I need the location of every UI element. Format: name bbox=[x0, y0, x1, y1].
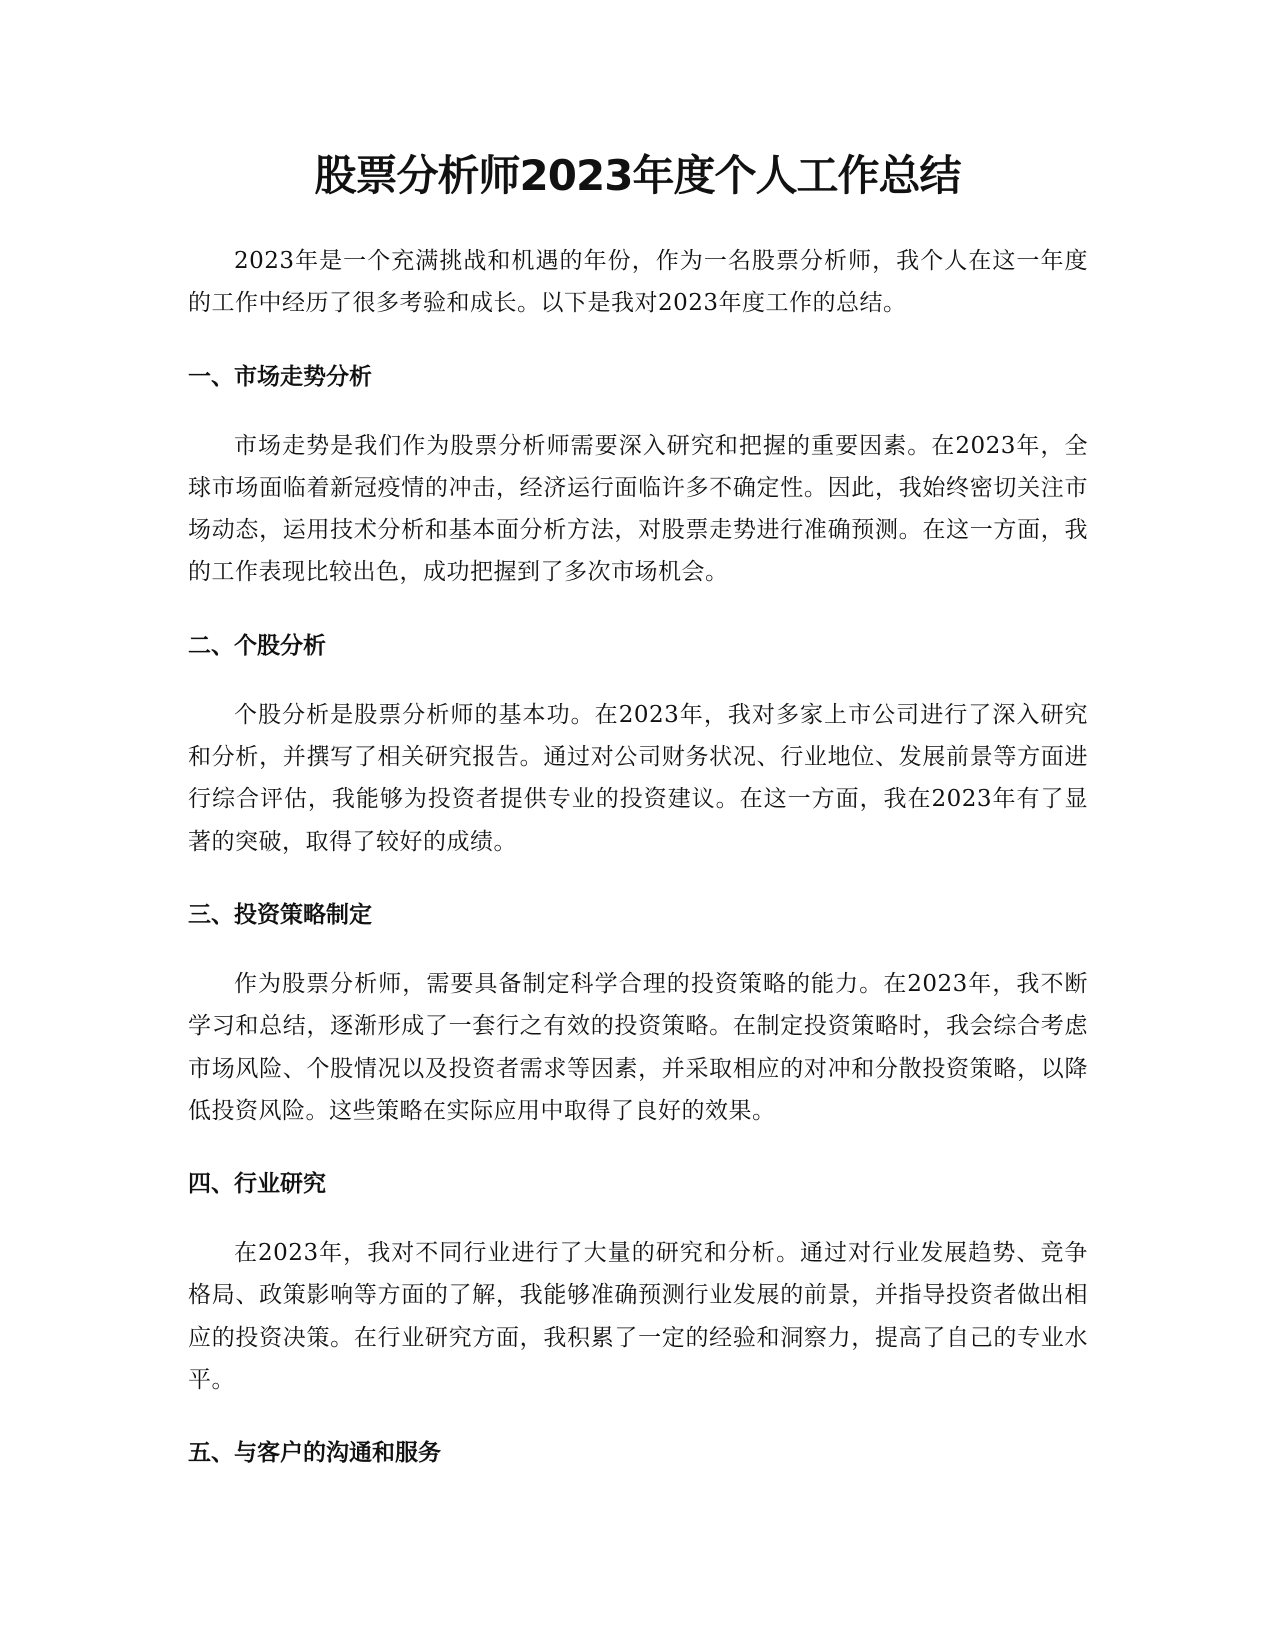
section-heading-investment-strategy: 三、投资策略制定 bbox=[188, 901, 372, 928]
section-heading-stock-analysis: 二、个股分析 bbox=[188, 632, 326, 659]
section-heading-market-trend: 一、市场走势分析 bbox=[188, 363, 372, 390]
section-heading-client-service: 五、与客户的沟通和服务 bbox=[188, 1440, 441, 1467]
section-heading-industry-research: 四、行业研究 bbox=[188, 1171, 326, 1198]
section-paragraph-investment-strategy: 作为股票分析师，需要具备制定科学合理的投资策略的能力。在2023年，我不断学习和总结，逐渐形成了一套行之有效的投资策略。在制定投资策略时，我会综合考虑市场风险、个股情况以及投资者需求等因素，并采取相应的对冲和分散投资策略，以降低投资风险。这些策略在实际应用中取得了良好的效果。 bbox=[188, 970, 1088, 1124]
document-body bbox=[188, 240, 1088, 1501]
intro-paragraph: 2023年是一个充满挑战和机遇的年份，作为一名股票分析师，我个人在这一年度的工作中经历了很多考验和成长。以下是我对2023年度工作的总结。 bbox=[188, 248, 1088, 317]
section-paragraph-stock-analysis: 个股分析是股票分析师的基本功。在2023年，我对多家上市公司进行了深入研究和分析，并撰写了相关研究报告。通过对公司财务状况、行业地位、发展前景等方面进行综合评估，我能够为投资者提供专业的投资建议。在这一方面，我在2023年有了显著的突破，取得了较好的成绩。 bbox=[188, 701, 1088, 855]
section-paragraph-industry-research: 在2023年，我对不同行业进行了大量的研究和分析。通过对行业发展趋势、竞争格局、政策影响等方面的了解，我能够准确预测行业发展的前景，并指导投资者做出相应的投资决策。在行业研究方面，我积累了一定的经验和洞察力，提高了自己的专业水平。 bbox=[188, 1240, 1088, 1394]
section-paragraph-market-trend: 市场走势是我们作为股票分析师需要深入研究和把握的重要因素。在2023年，全球市场面临着新冠疫情的冲击，经济运行面临许多不确定性。因此，我始终密切关注市场动态，运用技术分析和基本面分析方法，对股票走势进行准确预测。在这一方面，我的工作表现比较出色，成功把握到了多次市场机会。 bbox=[188, 432, 1088, 586]
document-title: 股票分析师2023年度个人工作总结 bbox=[314, 151, 961, 200]
